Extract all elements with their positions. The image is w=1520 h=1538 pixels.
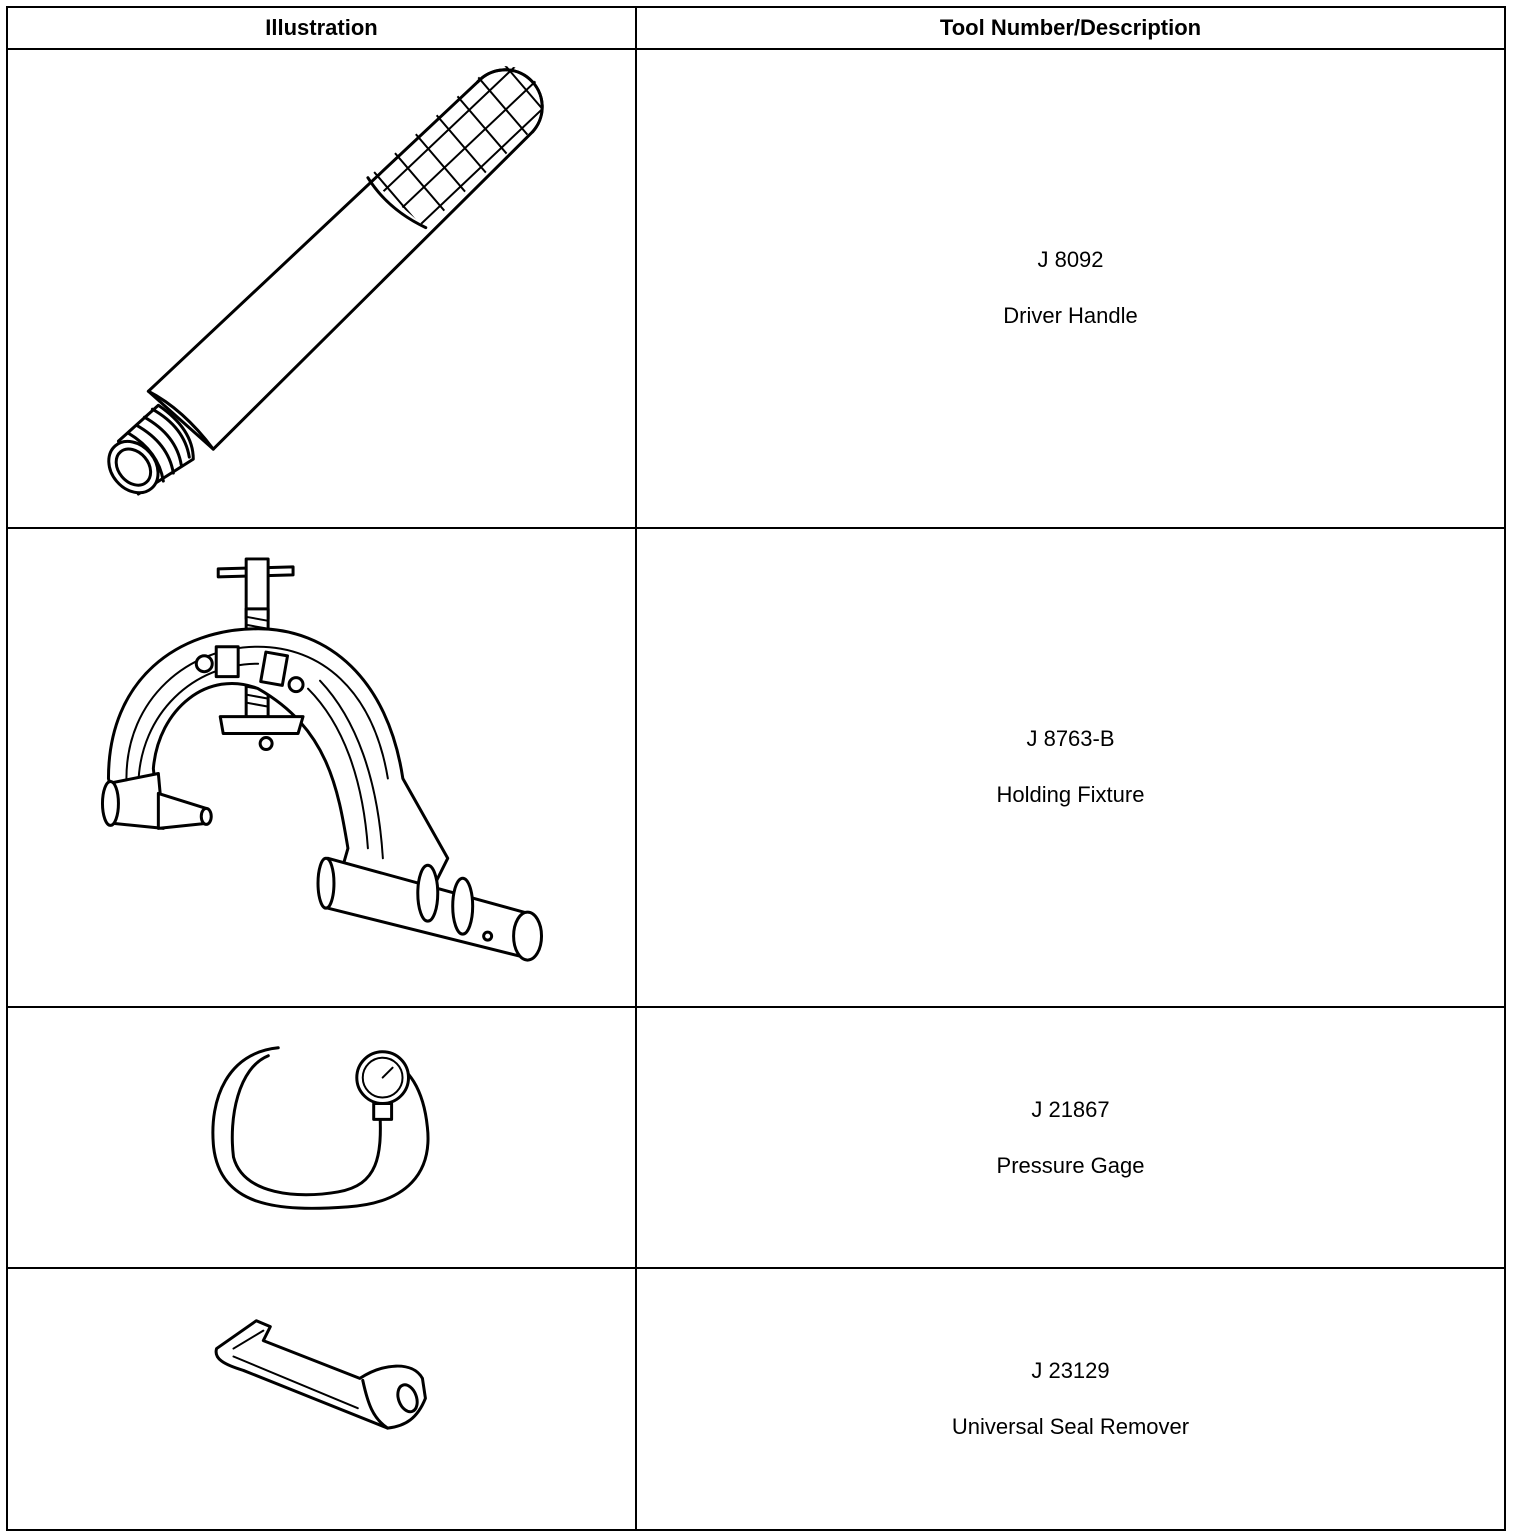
tool-description: Driver Handle [1003, 303, 1138, 329]
tool-description: Universal Seal Remover [951, 1414, 1190, 1440]
tool-description-cell [636, 1268, 1505, 1530]
tool-description-cell [636, 528, 1505, 1007]
holding-fixture-illustration [8, 529, 635, 1006]
driver-handle-illustration [8, 50, 635, 527]
tool-number: J 8763-B [1026, 726, 1115, 752]
tool-description: Holding Fixture [996, 782, 1145, 808]
tool-number: J 8092 [1037, 247, 1104, 273]
tool-description-cell [636, 1007, 1505, 1269]
tool-number: J 21867 [1031, 1096, 1110, 1122]
pressure-gage-illustration [8, 1008, 635, 1268]
illustration-cell [7, 49, 636, 528]
header-row [7, 7, 1505, 49]
table-row [7, 1007, 1505, 1269]
illustration-cell [7, 528, 636, 1007]
header-tool-number: Tool Number/Description [636, 7, 1505, 49]
table-row [7, 528, 1505, 1007]
tool-table [6, 6, 1506, 1531]
illustration-cell [7, 1268, 636, 1530]
illustration-cell [7, 1007, 636, 1269]
tool-number: J 23129 [1031, 1358, 1110, 1384]
seal-remover-illustration [8, 1269, 635, 1529]
header-illustration: Illustration [7, 7, 636, 49]
table-row [7, 49, 1505, 528]
tool-description-cell [636, 49, 1505, 528]
table-row [7, 1268, 1505, 1530]
tool-description: Pressure Gage [996, 1152, 1145, 1178]
